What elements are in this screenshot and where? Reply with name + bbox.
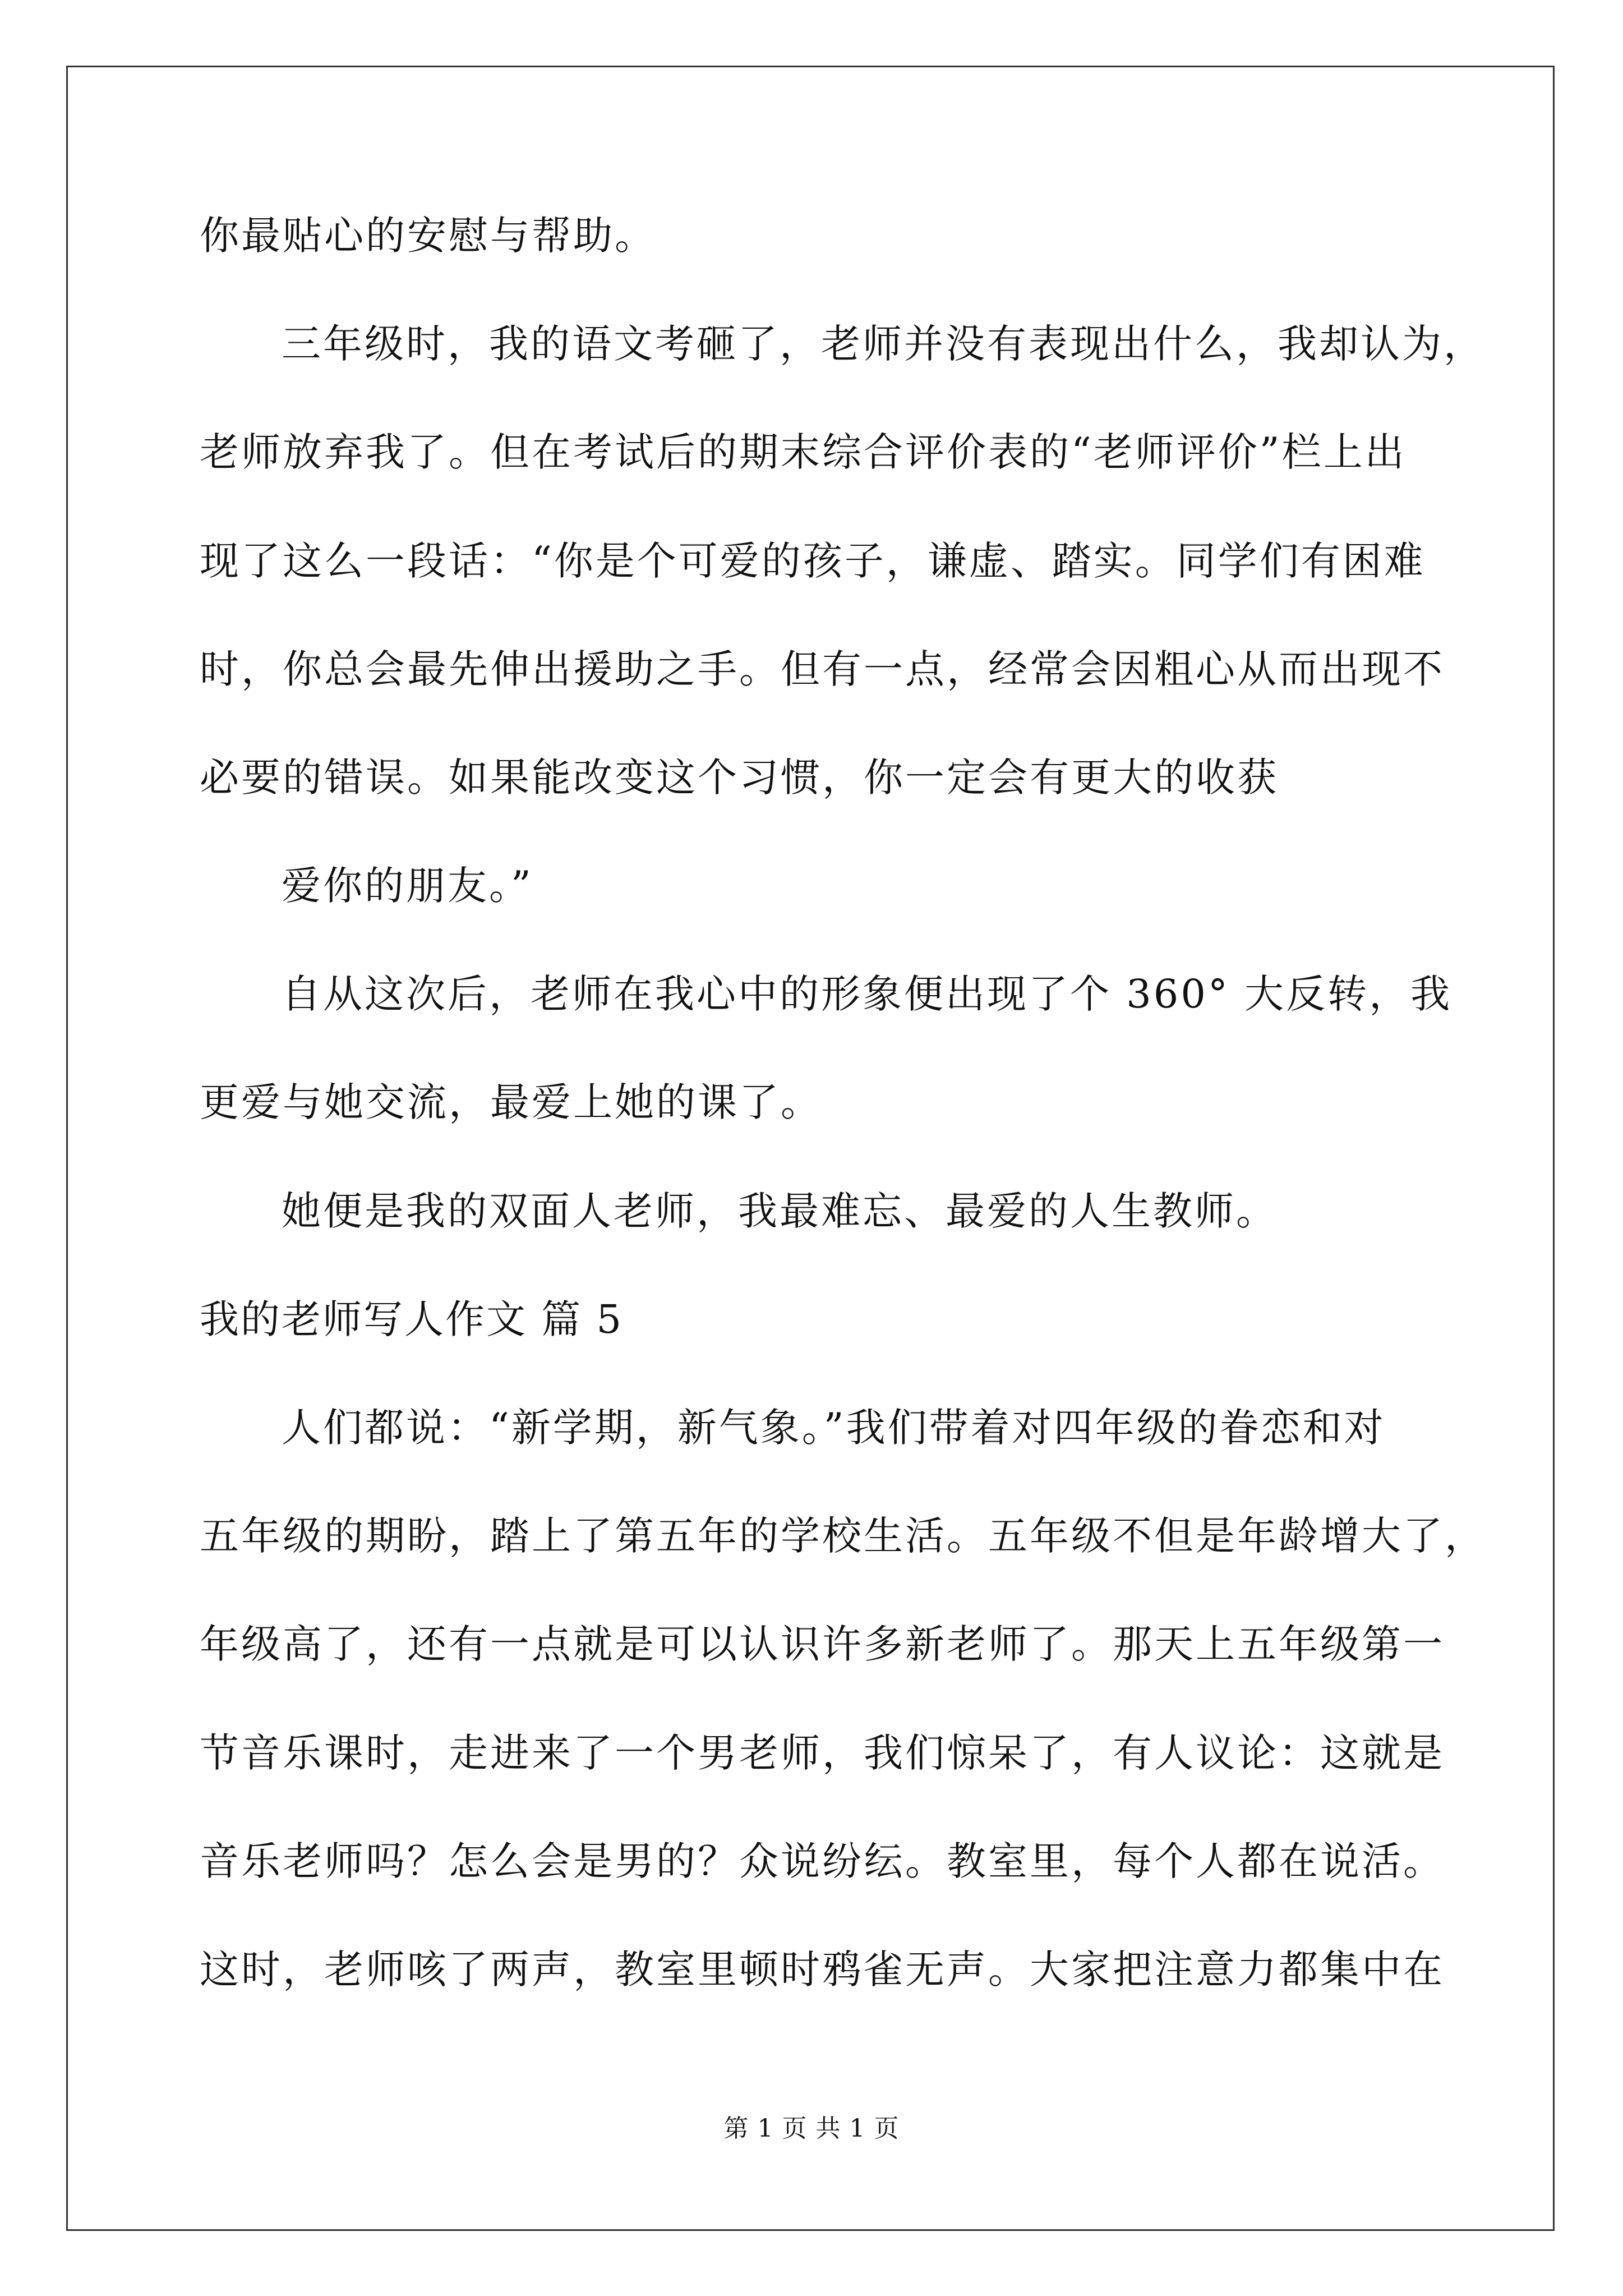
page-number-footer: 第 1 页 共 1 页 — [723, 2114, 900, 2143]
page-border — [66, 66, 1555, 2231]
paragraph-first-line: 爱你的朋友。” — [282, 863, 533, 909]
paragraph-first-line: 三年级时，我的语文考砸了，老师并没有表现出什么，我却认为， — [282, 321, 1485, 367]
text-line: 五年级的期盼，踏上了第五年的学校生活。五年级不但是年龄增大了， — [200, 1513, 1486, 1559]
section-heading: 我的老师写人作文 篇 5 — [200, 1296, 624, 1342]
text-line: 必要的错误。如果能改变这个习惯，你一定会有更大的收获 — [200, 754, 1279, 800]
text-line: 这时，老师咳了两声，教室里顿时鸦雀无声。大家把注意力都集中在 — [200, 1947, 1445, 1993]
text-line: 更爱与她交流，最爱上她的课了。 — [200, 1079, 822, 1125]
text-line: 老师放弃我了。但在考试后的期末综合评价表的“老师评价”栏上出 — [200, 429, 1407, 475]
text-line: 节音乐课时，走进来了一个男老师，我们惊呆了，有人议论：这就是 — [200, 1730, 1445, 1776]
text-line: 年级高了，还有一点就是可以认识许多新老师了。那天上五年级第一 — [200, 1621, 1445, 1667]
paragraph-first-line: 她便是我的双面人老师，我最难忘、最爱的人生教师。 — [282, 1188, 1278, 1234]
text-line: 现了这么一段话：“你是个可爱的孩子，谦虚、踏实。同学们有困难 — [200, 538, 1426, 584]
text-line: 时，你总会最先伸出援助之手。但有一点，经常会因粗心从而出现不 — [200, 646, 1445, 692]
paragraph-first-line: 人们都说：“新学期，新气象。”我们带着对四年级的眷恋和对 — [282, 1405, 1386, 1451]
paragraph-first-line: 自从这次后，老师在我心中的形象便出现了个 360° 大反转，我 — [282, 971, 1453, 1017]
text-line: 你最贴心的安慰与帮助。 — [200, 213, 656, 259]
text-line: 音乐老师吗？怎么会是男的？众说纷纭。教室里，每个人都在说活。 — [200, 1838, 1445, 1884]
